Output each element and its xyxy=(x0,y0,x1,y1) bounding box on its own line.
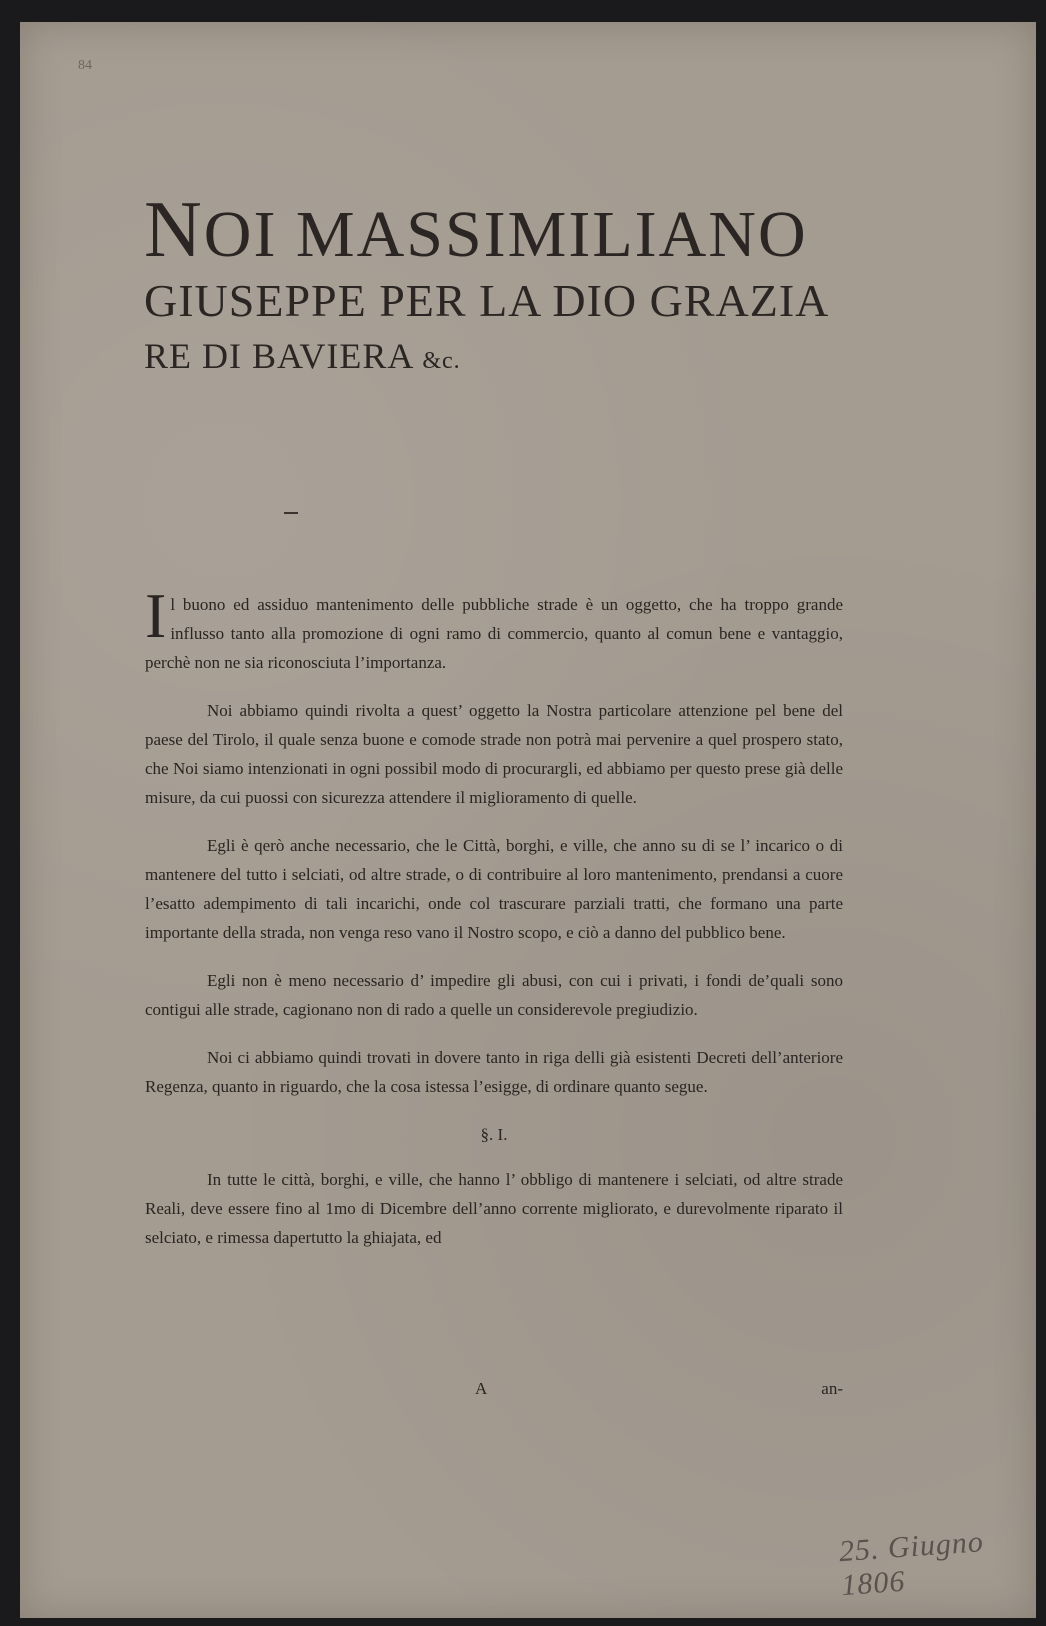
heading-line-3 xyxy=(144,337,864,377)
document-body xyxy=(145,580,843,1271)
heading-initial: N xyxy=(144,186,204,274)
heading-etc: &c. xyxy=(422,347,461,374)
heading-line-2: GIUSEPPE PER LA DIO GRAZIA xyxy=(144,275,830,326)
heading-line-1-text: OI MASSIMILIANO xyxy=(203,198,808,271)
paragraph-1-text: l buono ed assiduo mantenimento delle pubbliche strade è un oggetto, che ha troppo grande influsso tanto alla promozione di ogni ramo di commercio, quanto al comun bene e vantaggio, perchè non ne sia riconosciuta l’importanza. xyxy=(145,595,843,672)
section-title: §. I. xyxy=(480,1125,508,1144)
archive-mark: 84 xyxy=(78,58,92,73)
signature-mark: A xyxy=(475,1379,488,1398)
catchword: an- xyxy=(821,1379,843,1398)
paragraph-1 xyxy=(145,580,843,677)
drop-cap: I xyxy=(145,580,167,651)
heading-line-3-text: RE DI BAVIERA xyxy=(144,335,413,376)
proclamation-heading xyxy=(144,186,864,376)
section-paragraph: In tutte le città, borghi, e ville, che hanno l’ obbligo di mantenere i selciati, od altre strade Reali, deve essere fino al 1mo di Dicembre dell’anno corrente migliorato, e durevolmente riparato il selciato, e rimessa dapertutto la ghiajata, ed xyxy=(145,1170,843,1247)
heading-line-1 xyxy=(144,186,864,274)
paragraph-2: Noi abbiamo quindi rivolta a quest’ oggetto la Nostra particolare attenzione pel bene del paese del Tirolo, il quale senza buone e comode strade non potrà mai pervenire a quel prospero stato, che Noi siamo intenzionati in ogni possibil modo di procurargli, ed abbiamo per questo prese già delle misure, da cui puossi con sicurezza attendere il miglioramento di quelle. xyxy=(145,701,843,807)
handwritten-date: 25. Giugno 1806 xyxy=(837,1525,985,1603)
paragraph-5: Noi ci abbiamo quindi trovati in dovere tanto in riga delli già esistenti Decreti dell’anteriore Regenza, quanto in riguardo, che la cosa istessa l’esigge, di ordinare quanto segue. xyxy=(145,1048,843,1096)
paragraph-3: Egli è qerò anche necessario, che le Città, borghi, e ville, che anno su di se l’ incarico o di mantenere del tutto i selciati, od altre strade, o di contribuire al loro mantenimento, prendansi a cuore l’esatto adempimento di tali incarichi, onde col trascurare parziali tratti, che formano una parte importante della strada, non venga reso vano il Nostro scopo, e ciò a danno del pubblico bene. xyxy=(145,836,843,942)
paragraph-4: Egli non è meno necessario d’ impedire gli abusi, con cui i privati, i fondi de’quali sono contigui alle strade, cagionano non di rado a quelle un considerevole pregiudizio. xyxy=(145,971,843,1019)
separator-dash xyxy=(284,512,298,514)
